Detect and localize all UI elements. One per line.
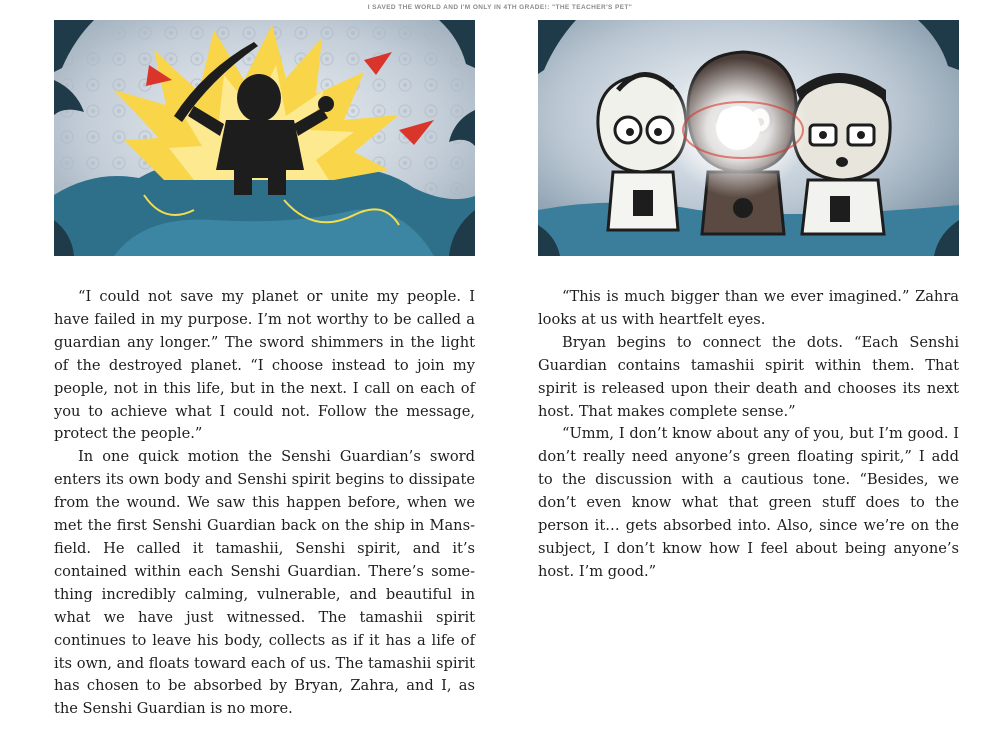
paragraph: “I could not save my planet or unite my people. I have failed in my purpose. I’m not worthy to be called a guardian any longer.” The sword shimmers in the light of the destroyed planet. “I choose instead to join my people, not in this life, but in the next. I call on each of you to achieve what I could not. Follow the message, protect the people.” xyxy=(54,288,475,443)
paragraph: “This is much bigger than we ever imagined.” Zahra looks at us with heartfelt eyes. xyxy=(538,288,959,328)
running-head: I SAVED THE WORLD AND I'M ONLY IN 4TH GRADE!: "THE TEACHER'S PET" xyxy=(367,4,633,11)
paragraph: Bryan begins to connect the dots. “Each Senshi Guardian contains tamashii spirit within them. That spirit is released upon their death and chooses its next host. That makes complete sense.” xyxy=(538,333,959,420)
paragraph: In one quick motion the Senshi Guardian’s sword enters its own body and Senshi spirit begins to dissipate from the wound. We saw this happen before, when we met the first Senshi Guardian back on the ship in Mansfield. He called it tamashii, Senshi spirit, and it’s contained within each Senshi Guardian. There’s something incredibly calming, vulnerable, and beautiful in what we have just witnessed. The tamashii spirit continues to leave his body, collects as if it has a life of its own, and floats toward each of us. The tamashii spirit has chosen to be absorbed by Bryan, Zahra, and I, as the Senshi Guardian is no more. xyxy=(54,448,475,718)
paragraph: “Umm, I don’t know about any of you, but I’m good. I don’t really need anyone’s green floating spirit,” I add to the discussion with a cautious tone. “Besides, we don’t even know what that green stuff does to the person it… gets absorbed into. Also, since we’re on the subject, I don’t know how I feel about being anyone’s host. I’m good.” xyxy=(538,425,959,580)
right-page-text xyxy=(538,286,959,584)
left-page-text xyxy=(54,286,475,721)
illustration-guardian-flames xyxy=(54,20,475,256)
illustration-kids-flare xyxy=(538,20,959,256)
